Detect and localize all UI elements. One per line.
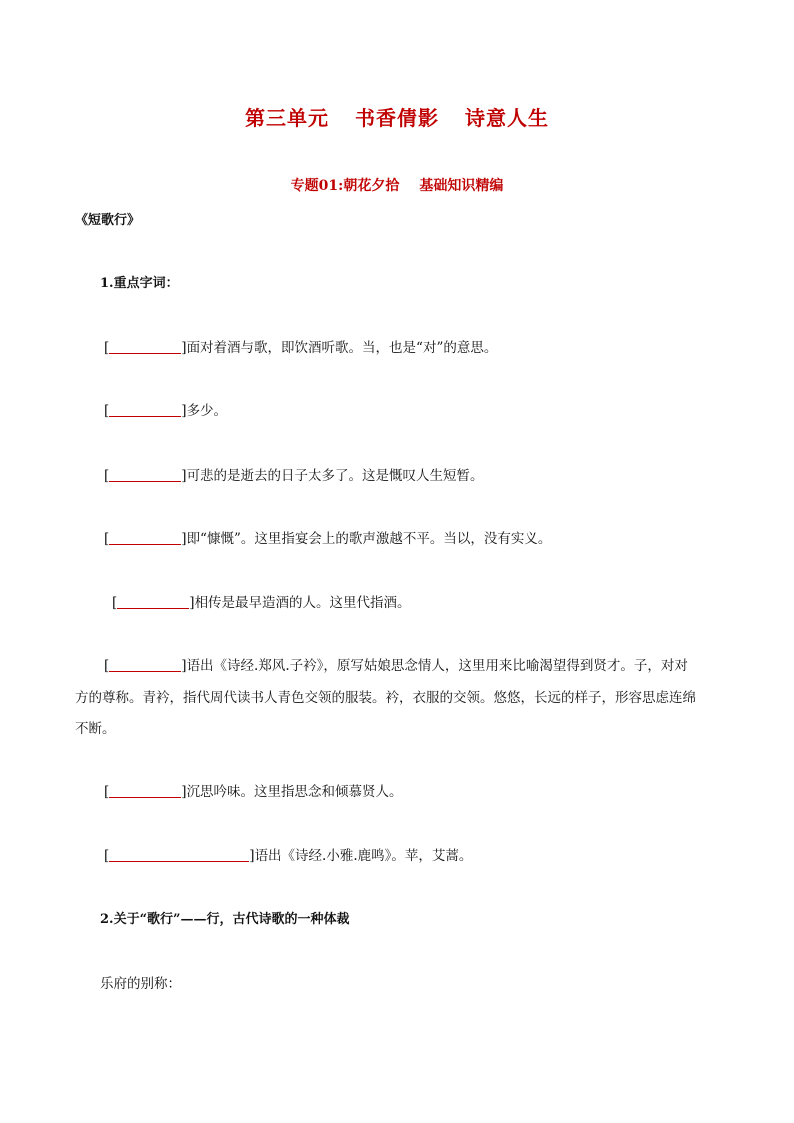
vocab-item-2: [ ]多少。	[104, 403, 228, 419]
vocab-item-6-line-2: 方的尊称。青衿，指代周代读书人青色交领的服装。衿，衣服的交领。悠悠，长远的样子，形容思虑连绵	[75, 690, 696, 706]
fill-blank[interactable]	[109, 530, 181, 545]
vocab-item-8: [ ]语出《诗经.小雅.鹿鸣》。苹，艾蒿。	[104, 848, 473, 864]
fill-blank[interactable]	[117, 594, 189, 609]
section-title: 《短歌行》	[75, 213, 141, 228]
fill-blank[interactable]	[109, 339, 181, 354]
fill-blank[interactable]	[109, 657, 181, 672]
page-subtitle: 专题01:朝花夕拾 基础知识精编	[290, 178, 504, 194]
vocab-item-4: [ ]即“慷慨”。这里指宴会上的歌声激越不平。当以，没有实义。	[104, 531, 552, 547]
fill-blank[interactable]	[109, 402, 181, 417]
page-title: 第三单元 书香倩影 诗意人生	[245, 106, 549, 130]
fill-blank[interactable]	[109, 467, 181, 482]
vocab-item-5: [ ]相传是最早造酒的人。这里代指酒。	[112, 595, 411, 611]
heading-key-words: 1.重点字词：	[100, 276, 179, 291]
fill-blank[interactable]	[109, 847, 249, 862]
vocab-item-6-line-3: 不断。	[75, 721, 116, 737]
vocab-item-7: [ ]沉思吟味。这里指思念和倾慕贤人。	[104, 784, 403, 800]
yuefu-label: 乐府的别称：	[100, 976, 181, 992]
heading-about-gexing: 2.关于“歌行”——行，古代诗歌的一种体裁	[100, 912, 350, 927]
vocab-item-3: [ ]可悲的是逝去的日子太多了。这是慨叹人生短暂。	[104, 468, 484, 484]
vocab-item-1: [ ]面对着酒与歌，即饮酒听歌。当，也是“对”的意思。	[104, 340, 498, 356]
vocab-item-6: [ ]语出《诗经.郑风.子衿》，原写姑娘思念情人，这里用来比喻渴望得到贤才。子，对对	[104, 658, 688, 674]
fill-blank[interactable]	[109, 783, 181, 798]
